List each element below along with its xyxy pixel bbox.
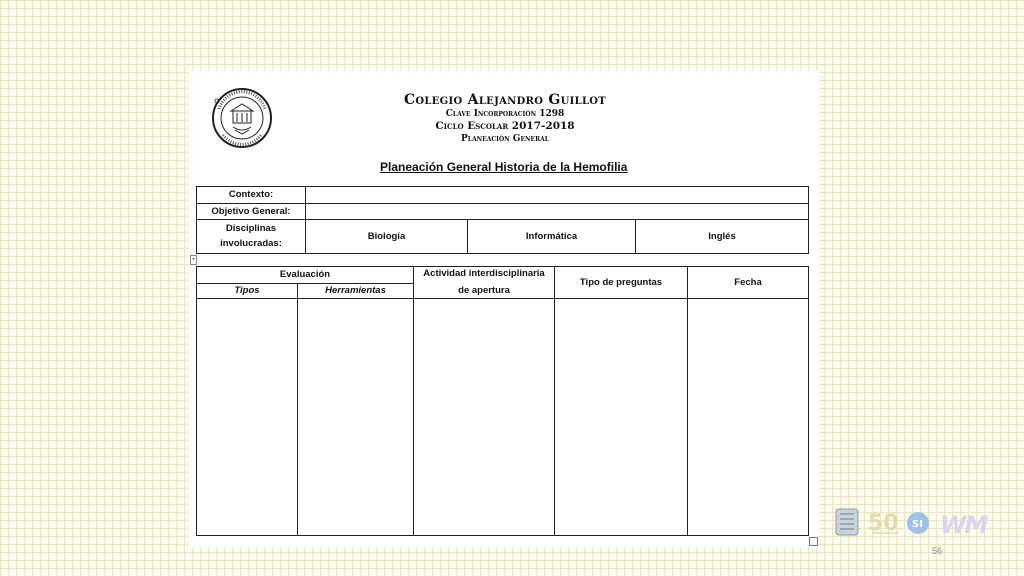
tipos-header: Tipos: [197, 284, 298, 299]
school-header: [400, 92, 610, 145]
evaluacion-header: Evaluación: [197, 267, 414, 284]
disciplina-biologia: Biología: [306, 220, 468, 254]
tipos-cell[interactable]: [197, 299, 298, 536]
ciclo-escolar: Ciclo Escolar 2017-2018: [435, 120, 575, 132]
planeacion-general-label: Planeación General: [461, 134, 549, 144]
svg-text:50: 50: [868, 511, 899, 536]
footer-logos: [832, 505, 1012, 539]
disciplinas-label-line1: Disciplinas: [225, 223, 277, 234]
disciplina-ingles: Inglés: [636, 220, 809, 254]
contexto-label: Contexto:: [197, 187, 306, 204]
clave-incorporacion: Clave Incorporación 1298: [445, 109, 565, 119]
herramientas-header: Herramientas: [298, 284, 414, 299]
document-title: Planeación General Historia de la Hemofilia: [380, 160, 628, 174]
contexto-field[interactable]: [306, 187, 809, 204]
school-seal-icon: [211, 87, 273, 149]
tipo-preguntas-header: Tipo de preguntas: [555, 267, 688, 299]
page-number: 56: [931, 546, 942, 556]
evaluation-table: [196, 266, 809, 536]
disciplinas-label-line2: involucradas:: [220, 238, 282, 249]
tipo-preguntas-cell[interactable]: [555, 299, 688, 536]
unam-shield-icon: [836, 509, 858, 535]
actividad-header: [414, 267, 555, 299]
herramientas-cell[interactable]: [298, 299, 414, 536]
si-logo: [907, 512, 929, 534]
objetivo-label: Objetivo General:: [197, 204, 306, 220]
disciplina-informatica: Informática: [468, 220, 636, 254]
svg-text:WM: WM: [940, 511, 987, 539]
fecha-header: Fecha: [688, 267, 809, 299]
table-anchor-icon[interactable]: +: [191, 257, 196, 263]
fecha-cell[interactable]: [688, 299, 809, 536]
50-anniversary-logo: [868, 511, 899, 536]
actividad-cell[interactable]: [414, 299, 555, 536]
wm-logo: [940, 511, 988, 539]
actividad-header-line1: Actividad interdisciplinaria: [423, 268, 545, 279]
school-name: Colegio Alejandro Guillot: [403, 92, 607, 108]
info-table: [196, 186, 809, 254]
objetivo-field[interactable]: [306, 204, 809, 220]
disciplinas-label: [197, 220, 306, 254]
actividad-header-line2: de apertura: [458, 285, 510, 296]
svg-text:SI: SI: [912, 519, 923, 530]
table-resize-handle[interactable]: [809, 537, 818, 546]
